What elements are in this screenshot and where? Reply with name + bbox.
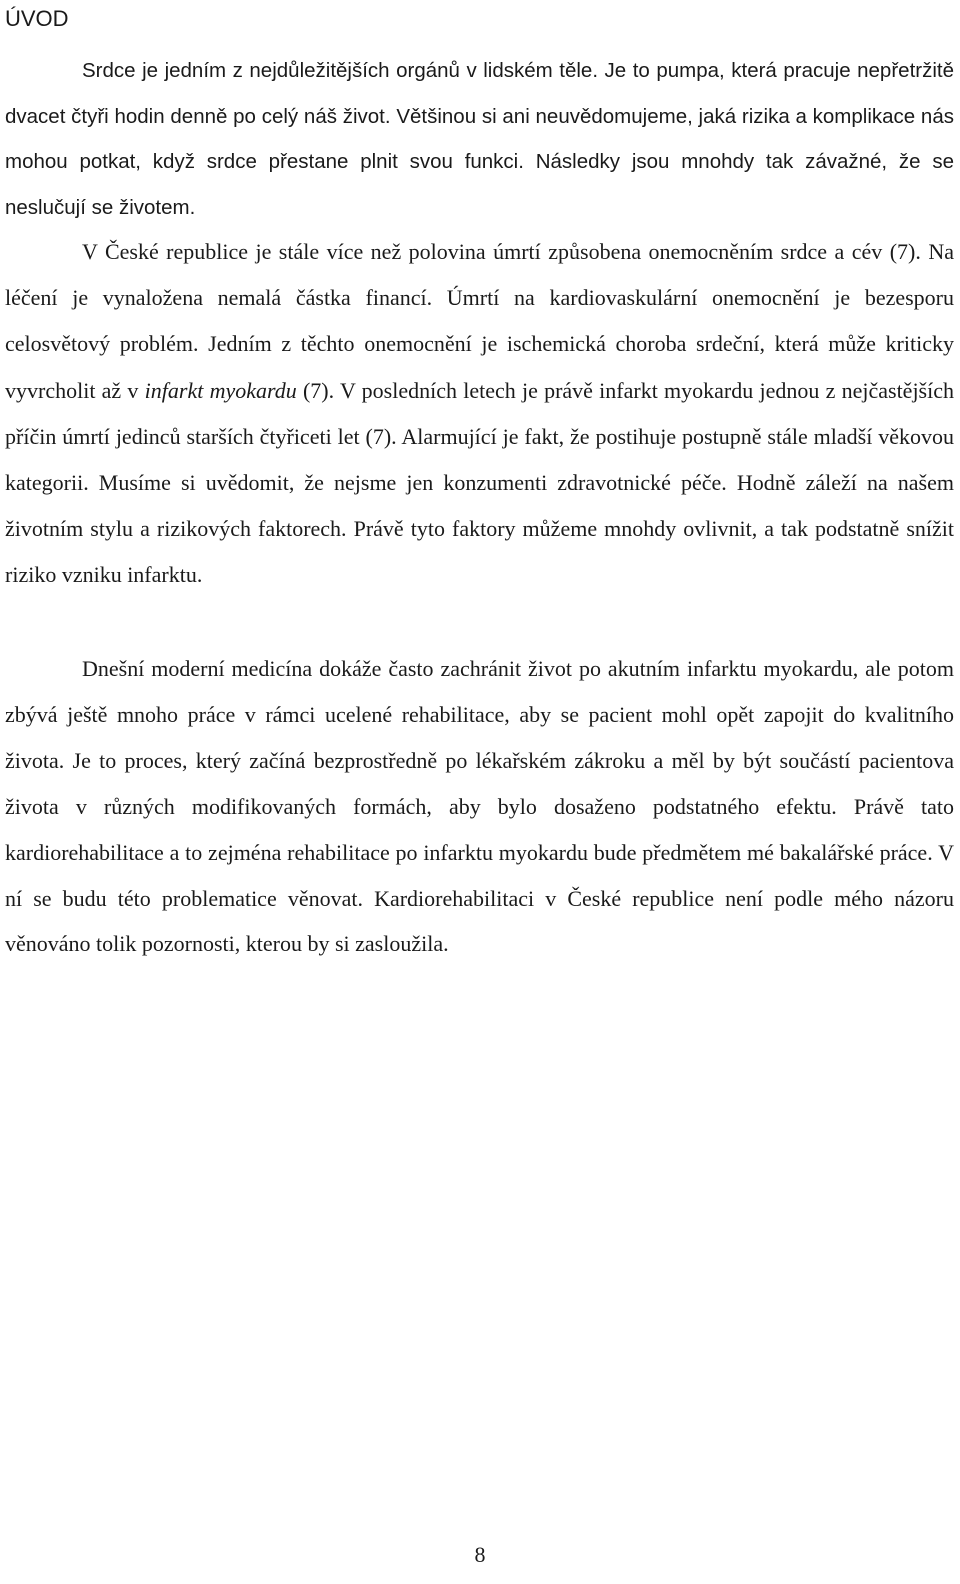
paragraph-2-text-start: V České republice je stále více než polovina úmrtí způsobena onemocněním srdce a cév (7). Na léčení je vynaložena nemalá částka financí. Úmrtí na kardiovaskulární onemocnění je bezesporu celosvětový problém. Jedním z těchto onemocnění je ischemická choroba srdeční, která může kriticky vyvrcholit až v [5, 239, 954, 403]
paragraph-2 [5, 229, 954, 599]
paragraph-1: Srdce je jedním z nejdůležitějších orgánů v lidském těle. Je to pumpa, která pracuje nepřetržitě dvacet čtyři hodin denně po celý náš život. Většinou si ani neuvědomujeme, jaká rizika a komplikace nás mohou potkat, když srdce přestane plnit svou funkci. Následky jsou mnohdy tak závažné, že se neslučují se životem. [5, 59, 954, 219]
paragraph-2-text-end: (7). V posledních letech je právě infarkt myokardu jednou z nejčastějších příčin úmrtí jedinců starších čtyřiceti let (7). Alarmující je fakt, že postihuje postupně stále mladší věkovou kategorii. Musíme si uvědomit, že nejsme jen konzumenti zdravotnické péče. Hodně záleží na našem životním stylu a rizikových faktorech. Právě tyto faktory můžeme mnohdy ovlivnit, a tak podstatně snížit riziko vzniku infarktu. [5, 377, 954, 588]
page-number: 8 [474, 1542, 486, 1567]
section-heading: ÚVOD [5, 6, 69, 31]
paragraph-3: Dnešní moderní medicína dokáže často zachránit život po akutním infarktu myokardu, ale potom zbývá ještě mnoho práce v rámci ucelené rehabilitace, aby se pacient mohl opět zapojit do kvalitního života. Je to proces, který začíná bezprostředně po lékařském zákroku a měl by být součástí pacientova života v různých modifikovaných formách, aby bylo dosaženo podstatného efektu. Právě tato kardiorehabilitace a to zejména rehabilitace po infarktu myokardu bude předmětem mé bakalářské práce. V ní se budu této problematice věnovat. Kardiorehabilitaci v České republice není podle mého názoru věnováno tolik pozornosti, kterou by si zasloužila. [5, 656, 954, 957]
paragraph-2-italic-term: infarkt myokardu [144, 377, 297, 403]
